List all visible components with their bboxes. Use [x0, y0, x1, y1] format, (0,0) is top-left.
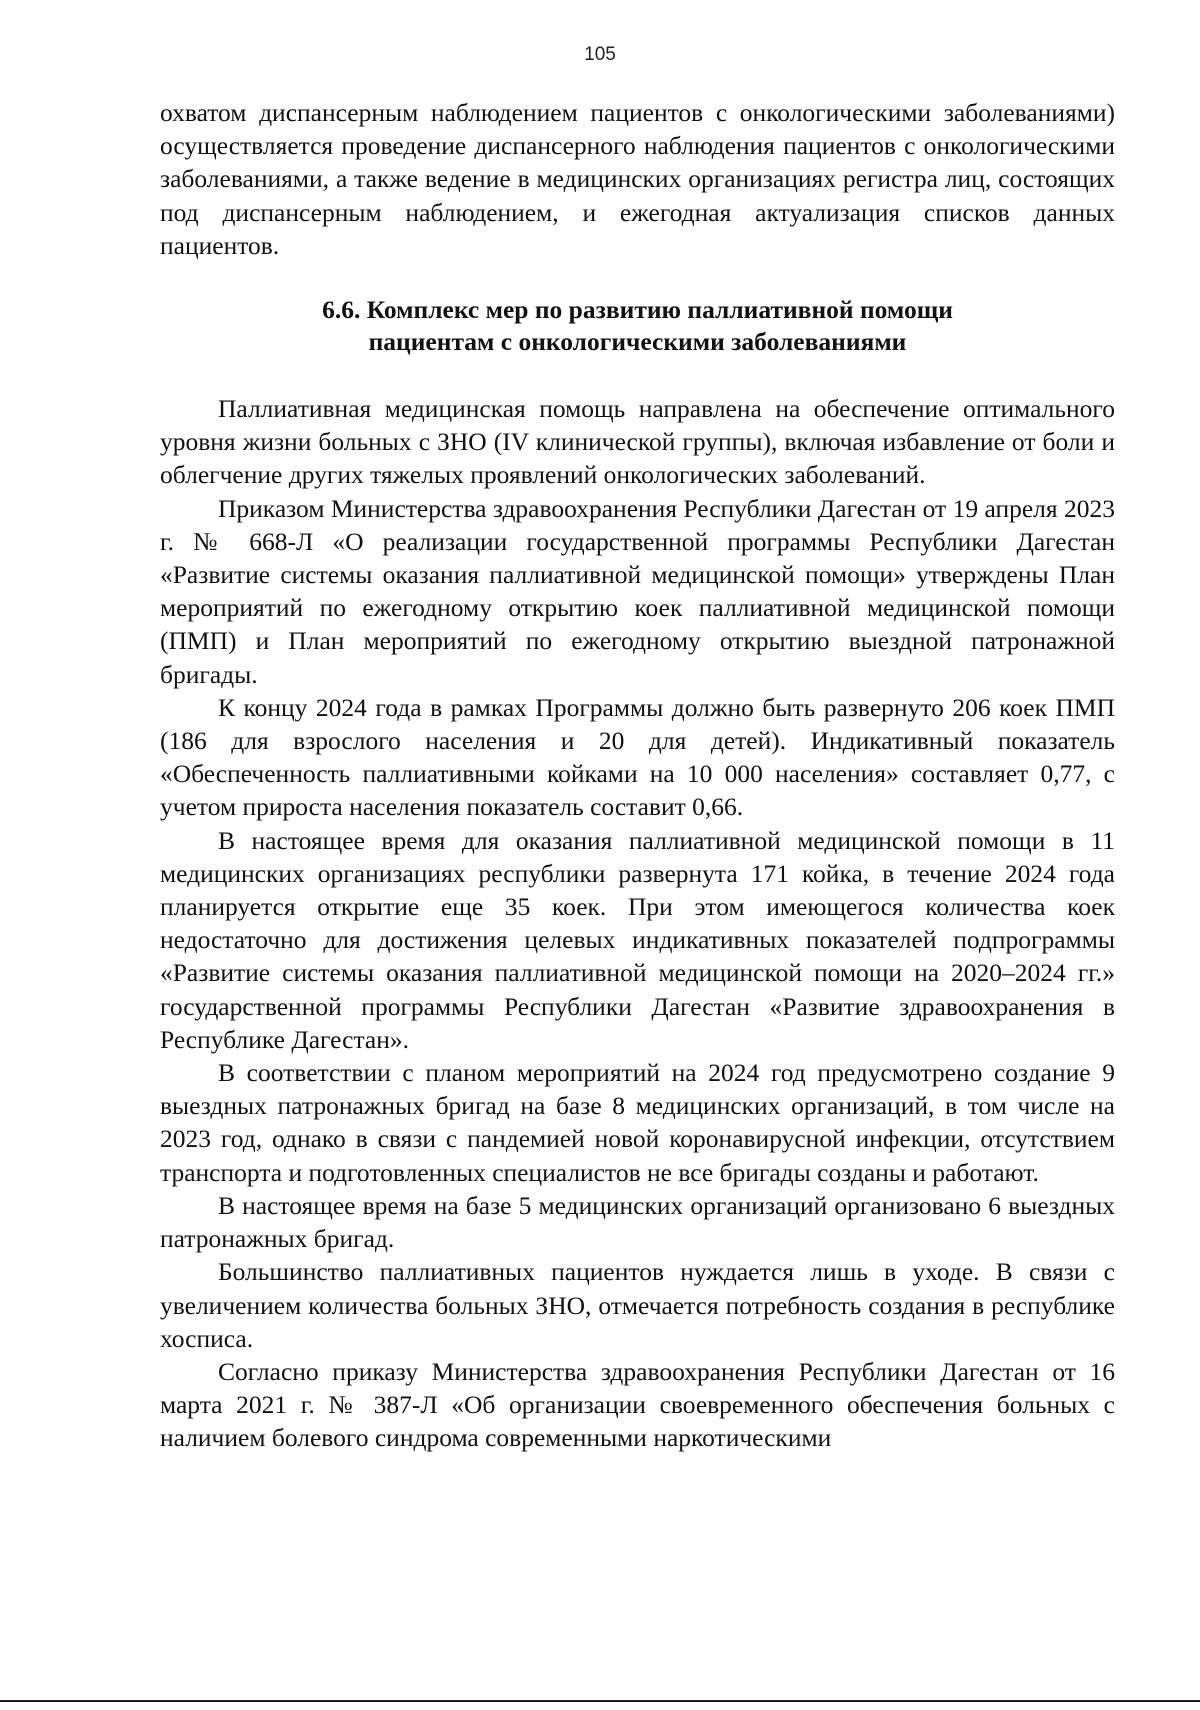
paragraph-bed-targets: К концу 2024 года в рамках Программы должно быть развернуто 206 коек ПМП (186 для взрослого населения и 20 для детей). Индикативный показатель «Обеспеченность паллиативными койками на 10 000 населения» составляет 0,77, с учетом прироста населения показатель составит 0,66.	[160, 692, 1115, 822]
paragraph-current-beds: В настоящее время для оказания паллиативной медицинской помощи в 11 медицинских организациях республики развернута 171 койка, в течение 2024 года планируется открытие еще 35 коек. При этом имеющегося количества коек недостаточно для достижения целевых индикативных показателей подпрограммы «Развитие системы оказания паллиативной медицинской помощи на 2020–2024 гг.» государственной программы Республики Дагестан «Развитие здравоохранения в Республике Дагестан».	[160, 825, 1115, 1054]
paragraph-ministry-order: Приказом Министерства здравоохранения Республики Дагестан от 19 апреля 2023 г. № 668-Л «О реализации государственной программы Республики Дагестан «Развитие системы оказания паллиативной медицинской помощи» утверждены План мероприятий по ежегодному открытию коек паллиативной медицинской помощи (ПМП) и План мероприятий по ежегодному открытию выездной патронажной бригады.	[160, 493, 1115, 689]
page-number: 105	[584, 44, 616, 65]
section-heading	[160, 294, 1115, 358]
section-heading-line-1: 6.6. Комплекс мер по развитию паллиативной помощи	[322, 295, 953, 325]
intro-paragraph: охватом диспансерным наблюдением пациентов с онкологическими заболеваниями) осуществляется проведение диспансерного наблюдения пациентов с онкологическими заболеваниями, а также ведение в медицинских организациях регистра лиц, состоящих под диспансерным наблюдением, и ежегодная актуализация списков данных пациентов.	[160, 98, 1115, 260]
paragraph-patronage-teams-plan: В соответствии с планом мероприятий на 2024 год предусмотрено создание 9 выездных патронажных бригад на базе 8 медицинских организаций, в том числе на 2023 год, однако в связи с пандемией новой коронавирусной инфекции, отсутствием транспорта и подготовленных специалистов не все бригады созданы и работают.	[160, 1058, 1115, 1187]
document-body	[160, 96, 1115, 1455]
paragraph-order-387: Согласно приказу Министерства здравоохранения Республики Дагестан от 16 марта 2021 г. № 387-Л «Об организации своевременного обеспечения больных с наличием болевого синдрома современными наркотическими	[160, 1356, 1115, 1453]
paragraph-patronage-teams-current: В настоящее время на базе 5 медицинских организаций организовано 6 выездных патронажных бригад.	[160, 1190, 1115, 1254]
scan-bottom-edge	[0, 1700, 1200, 1702]
paragraph-hospice-need: Большинство паллиативных пациентов нуждается лишь в уходе. В связи с увеличением количества больных ЗНО, отмечается потребность создания в республике хосписа.	[160, 1257, 1115, 1353]
section-heading-line-2: пациентам с онкологическими заболеваниями	[368, 327, 907, 357]
paragraph-palliative-care: Паллиативная медицинская помощь направлена на обеспечение оптимального уровня жизни больных с ЗНО (IV клинической группы), включая избавление от боли и облегчение других тяжелых проявлений онкологических заболеваний.	[160, 394, 1115, 490]
